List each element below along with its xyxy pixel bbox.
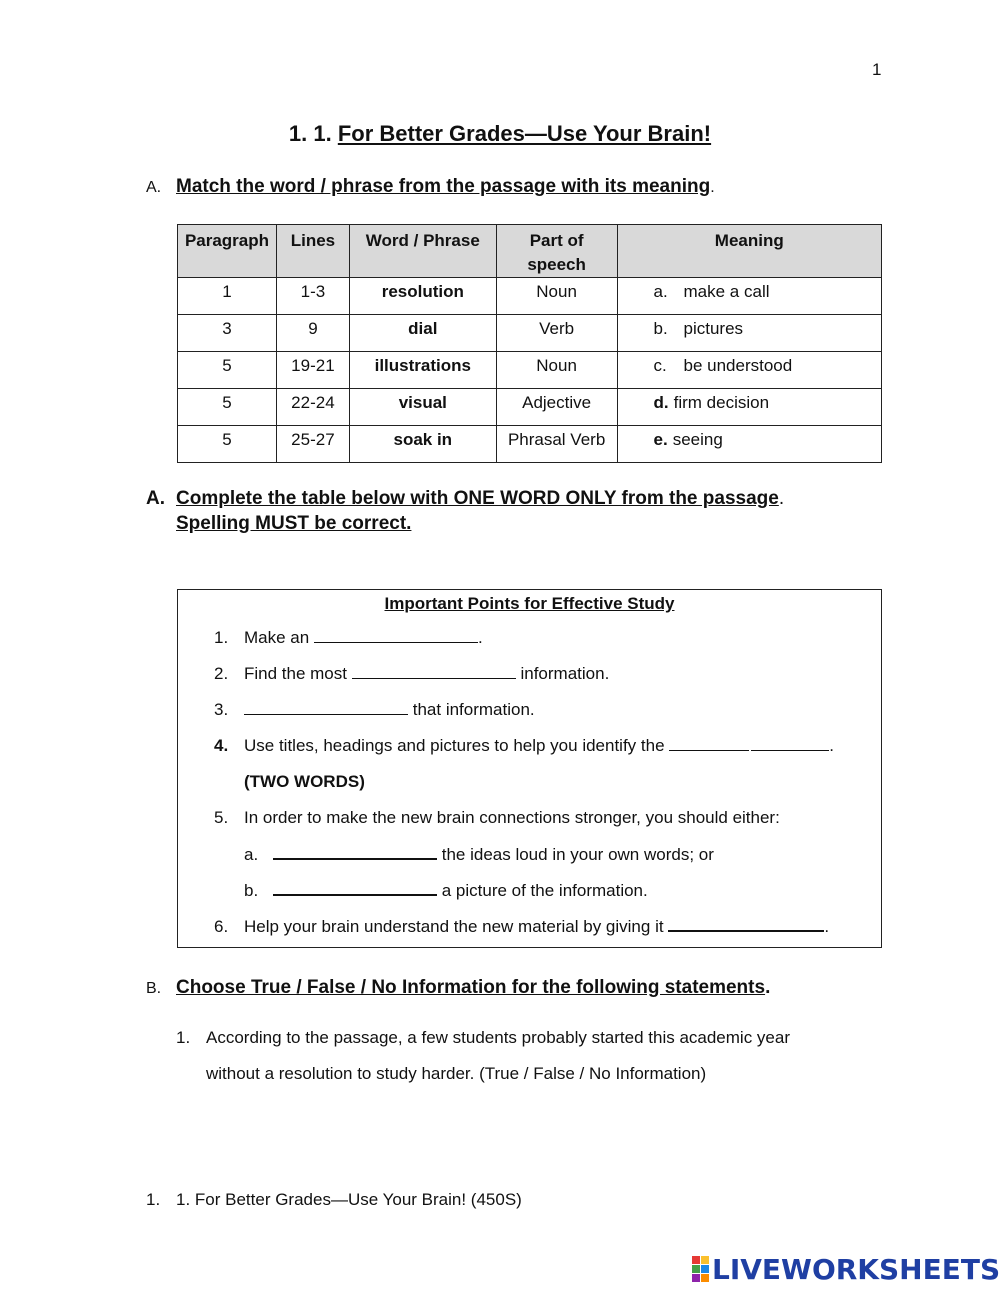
item-text: Find the most — [244, 664, 347, 683]
sub-item-text: a picture of the information. — [441, 881, 648, 900]
section-a2-line1: Complete the table below with ONE WORD ONLY from the passage — [176, 488, 779, 509]
study-item-1 — [214, 628, 483, 648]
meaning-text: seeing — [672, 430, 723, 449]
logo-text: LIVEWORKSHEETS — [712, 1252, 1000, 1286]
cell-meaning — [617, 315, 881, 352]
sub-item-text: the ideas loud in your own words; or — [441, 845, 714, 864]
match-table — [177, 224, 882, 463]
cell-paragraph: 1 — [178, 278, 277, 315]
section-a-suffix: . — [710, 179, 715, 196]
study-item-4 — [214, 736, 834, 756]
item-text-after: information. — [520, 664, 610, 683]
item-text: Help your brain understand the new material by giving it — [244, 917, 664, 936]
header-lines: Lines — [276, 225, 349, 278]
section-a2-letter: A. — [146, 488, 165, 509]
table-row — [178, 426, 882, 463]
meaning-text: firm decision — [673, 393, 770, 412]
table-header-row — [178, 225, 882, 278]
logo-block — [692, 1265, 700, 1273]
answer-blank[interactable] — [352, 664, 516, 679]
title-text: For Better Grades—Use Your Brain! — [337, 121, 712, 146]
cell-meaning — [617, 426, 881, 463]
page-title — [0, 121, 1000, 147]
table-row — [178, 278, 882, 315]
meaning-letter: c. — [653, 356, 667, 375]
cell-pos: Verb — [496, 315, 617, 352]
study-item-4-note — [214, 772, 365, 792]
answer-blank[interactable] — [751, 736, 829, 751]
sub-item-letter: b. — [244, 881, 259, 900]
footer-text: 1. For Better Grades—Use Your Brain! (450S) — [176, 1190, 522, 1209]
statement-line1: According to the passage, a few students probably started this academic year — [206, 1028, 790, 1047]
logo-block — [692, 1274, 700, 1282]
cell-lines: 9 — [276, 315, 349, 352]
cell-meaning — [617, 389, 881, 426]
meaning-text: be understood — [683, 356, 793, 375]
answer-blank[interactable] — [273, 880, 437, 896]
answer-blank[interactable] — [668, 916, 824, 932]
section-a-letter: A. — [146, 179, 162, 196]
item-number: 5. — [214, 808, 229, 827]
sub-item-letter: a. — [244, 845, 259, 864]
cell-word: dial — [349, 315, 496, 352]
logo-block — [701, 1265, 709, 1273]
item-number: 3. — [214, 700, 229, 719]
cell-word: illustrations — [349, 352, 496, 389]
cell-pos: Phrasal Verb — [496, 426, 617, 463]
section-b-heading — [146, 977, 770, 999]
meaning-letter: a. — [653, 282, 668, 301]
item-number: 4. — [214, 736, 229, 755]
cell-paragraph: 5 — [178, 426, 277, 463]
cell-lines: 1-3 — [276, 278, 349, 315]
item-number: 2. — [214, 664, 229, 683]
statement-1 — [176, 1028, 790, 1048]
logo-mark-icon — [692, 1256, 709, 1282]
answer-blank[interactable] — [273, 844, 437, 860]
study-sub-item-b — [244, 880, 648, 901]
meaning-letter: b. — [653, 319, 668, 338]
cell-meaning — [617, 278, 881, 315]
study-item-3 — [214, 700, 535, 720]
item-number: 6. — [214, 917, 229, 936]
statement-number: 1. — [176, 1028, 191, 1047]
section-a2-line2: Spelling MUST be correct. — [176, 513, 412, 534]
item-note: (TWO WORDS) — [244, 772, 365, 791]
item-number: 1. — [214, 628, 229, 647]
table-row — [178, 389, 882, 426]
cell-meaning — [617, 352, 881, 389]
item-text-after: . — [477, 628, 483, 647]
answer-blank[interactable] — [314, 628, 478, 643]
study-item-2 — [214, 664, 609, 684]
logo-block — [701, 1274, 709, 1282]
footer-number: 1. — [146, 1190, 161, 1209]
cell-lines: 22-24 — [276, 389, 349, 426]
item-text: In order to make the new brain connections stronger, you should either: — [244, 808, 780, 827]
section-b-letter: B. — [146, 980, 162, 997]
logo-block — [701, 1256, 709, 1264]
cell-paragraph: 3 — [178, 315, 277, 352]
header-paragraph: Paragraph — [178, 225, 277, 278]
cell-lines: 25-27 — [276, 426, 349, 463]
section-a2-heading — [146, 488, 784, 535]
title-prefix: 1. 1. — [288, 121, 338, 146]
table-row — [178, 315, 882, 352]
answer-blank[interactable] — [244, 700, 408, 715]
footer-note — [146, 1190, 522, 1210]
table-row — [178, 352, 882, 389]
study-item-6 — [214, 916, 829, 937]
meaning-letter: e. — [653, 430, 668, 449]
header-word: Word / Phrase — [349, 225, 496, 278]
item-text-after: that information. — [412, 700, 535, 719]
logo-block — [692, 1256, 700, 1264]
cell-pos: Noun — [496, 352, 617, 389]
section-a2-suffix: . — [778, 488, 785, 509]
section-a-title: Match the word / phrase from the passage with its meaning — [176, 176, 711, 197]
header-pos: Part of speech — [496, 225, 617, 278]
statement-line2: without a resolution to study harder. (True / False / No Information) — [206, 1064, 707, 1083]
answer-blank[interactable] — [669, 736, 749, 751]
study-sub-item-a — [244, 844, 714, 865]
study-item-5 — [214, 808, 780, 828]
cell-paragraph: 5 — [178, 389, 277, 426]
cell-pos: Noun — [496, 278, 617, 315]
item-text-after: . — [824, 917, 830, 936]
study-box-title: Important Points for Effective Study — [384, 594, 675, 613]
section-b-title: Choose True / False / No Information for the following statements — [176, 977, 766, 998]
meaning-letter: d. — [653, 393, 669, 412]
cell-pos: Adjective — [496, 389, 617, 426]
header-meaning: Meaning — [617, 225, 881, 278]
liveworksheets-logo — [692, 1254, 1000, 1284]
cell-lines: 19-21 — [276, 352, 349, 389]
study-points-box — [177, 589, 882, 948]
item-text: Make an — [244, 628, 310, 647]
cell-paragraph: 5 — [178, 352, 277, 389]
meaning-text: make a call — [683, 282, 770, 301]
section-b-suffix: . — [765, 977, 771, 998]
cell-word: resolution — [349, 278, 496, 315]
section-a-heading — [146, 176, 715, 198]
cell-word: visual — [349, 389, 496, 426]
statement-1-continued — [176, 1064, 706, 1084]
item-text-after: . — [829, 736, 835, 755]
cell-word: soak in — [349, 426, 496, 463]
meaning-text: pictures — [683, 319, 744, 338]
item-text: Use titles, headings and pictures to help you identify the — [244, 736, 665, 755]
page-number: 1 — [872, 60, 882, 79]
